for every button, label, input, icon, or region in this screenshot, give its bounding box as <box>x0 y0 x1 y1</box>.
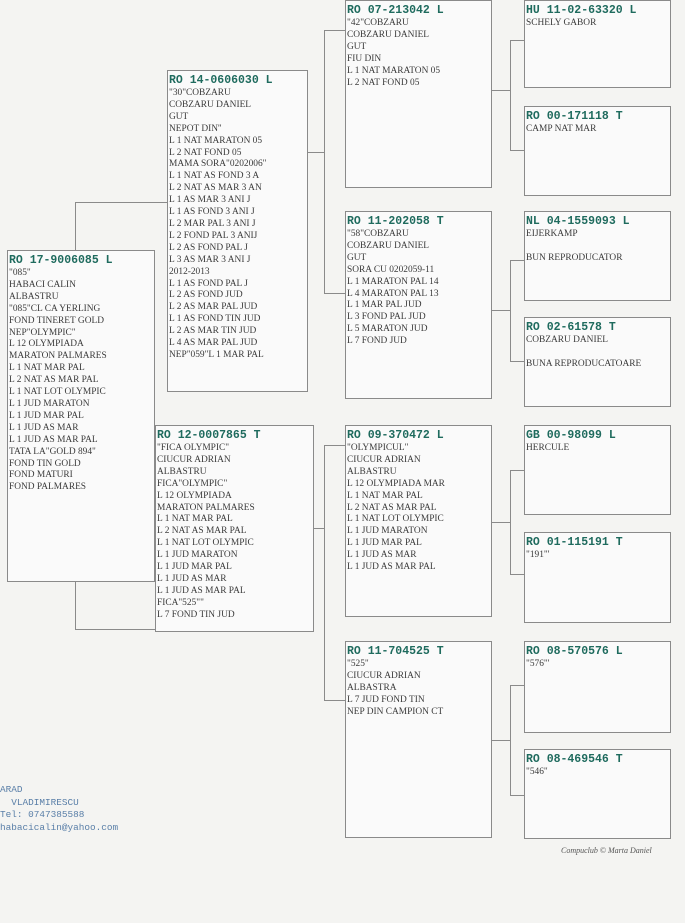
connector-line <box>492 740 510 741</box>
pedigree-line: L 7 FOND JUD <box>347 336 407 347</box>
contact-city: ARAD <box>0 784 23 795</box>
pedigree-line: ALBASTRU <box>157 466 207 477</box>
pedigree-line: L 1 MARATON PAL 14 <box>347 276 439 287</box>
connector-line <box>75 202 76 250</box>
pedigree-line: FICA"525"" <box>157 597 204 608</box>
ring-number: RO 17-9006085 L <box>9 254 113 267</box>
pedigree-line: L 1 JUD AS MAR <box>157 573 227 584</box>
pedigree-line: SORA CU 0202059-11 <box>347 264 435 275</box>
connector-line <box>492 522 510 523</box>
pedigree-line: L 1 NAT LOT OLYMPIC <box>157 538 254 549</box>
ring-number: NL 04-1559093 L <box>526 215 630 228</box>
pedigree-line: L 5 MARATON JUD <box>347 324 428 335</box>
great-grandparent-card <box>524 317 671 407</box>
pedigree-line: FOND TINERET GOLD <box>9 315 104 326</box>
connector-line <box>492 310 510 311</box>
ring-number: RO 11-202058 T <box>347 215 444 228</box>
connector-line <box>510 470 511 574</box>
ring-number: GB 00-98099 L <box>526 429 616 442</box>
pedigree-line: L 1 JUD MARATON <box>9 398 90 409</box>
contact-phone: Tel: 0747385588 <box>0 809 85 820</box>
pedigree-line: L 1 JUD AS MAR <box>347 550 417 561</box>
connector-line <box>510 795 524 796</box>
pedigree-line: L 2 NAT AS MAR PAL <box>347 502 437 513</box>
ring-number: RO 02-61578 T <box>526 321 616 334</box>
ring-number: RO 08-469546 T <box>526 753 623 766</box>
pedigree-line: L 1 NAT MARATON 05 <box>169 135 263 146</box>
pedigree-line: L 1 NAT LOT OLYMPIC <box>9 387 106 398</box>
pedigree-line: FOND PALMARES <box>9 482 87 493</box>
pedigree-line: ALBASTRU <box>347 466 397 477</box>
connector-line <box>510 260 524 261</box>
connector-line <box>324 445 325 700</box>
pedigree-line: CIUCUR ADRIAN <box>157 454 231 465</box>
ring-number: RO 09-370472 L <box>347 429 444 442</box>
great-grandparent-card <box>524 641 671 733</box>
connector-line <box>510 470 524 471</box>
ring-number: HU 11-02-63320 L <box>526 4 637 17</box>
connector-line <box>510 40 511 150</box>
pedigree-line: "576"' <box>526 659 550 669</box>
pedigree-line: ALBASTRU <box>9 291 59 302</box>
pedigree-line: L 1 JUD MAR PAL <box>347 538 422 549</box>
pedigree-line: L 2 NAT AS MAR PAL <box>157 526 247 537</box>
pedigree-line: L 1 JUD AS MAR PAL <box>157 585 246 596</box>
connector-line <box>75 202 167 203</box>
pedigree-line: CIUCUR ADRIAN <box>347 670 421 681</box>
pedigree-line: TATA LA"GOLD 894" <box>9 446 96 457</box>
pedigree-line: MARATON PALMARES <box>9 351 107 362</box>
pedigree-line: L 1 AS FOND 3 ANI J <box>169 207 255 218</box>
pedigree-line: "FICA OLYMPIC" <box>157 443 230 453</box>
pedigree-line: COBZARU DANIEL <box>347 29 430 40</box>
pedigree-line: L 2 NAT FOND 05 <box>347 77 420 88</box>
pedigree-line: L 1 JUD MAR PAL <box>157 562 232 573</box>
pedigree-line: L 1 NAT AS FOND 3 A <box>169 171 260 182</box>
pedigree-line: "525" <box>347 659 369 669</box>
spacer <box>526 241 669 253</box>
pedigree-line: NEPOT DIN'' <box>169 123 222 134</box>
pedigree-line: L 1 JUD MARATON <box>347 526 428 537</box>
contact-email[interactable]: habacicalin@yahoo.com <box>0 821 119 833</box>
pedigree-line: L 12 OLYMPIADA <box>9 339 84 350</box>
connector-line <box>510 150 524 151</box>
pedigree-line: L 2 AS MAR TIN JUD <box>169 326 257 337</box>
dam-sire-card <box>345 425 492 617</box>
contact-locality: VLADIMIRESCU <box>11 796 79 808</box>
pedigree-line: GUT <box>347 252 367 263</box>
pedigree-line: L 1 NAT LOT OLYMPIC <box>347 514 444 525</box>
pedigree-line: CIUCUR ADRIAN <box>347 454 421 465</box>
pedigree-line: L 7 FOND TIN JUD <box>157 609 235 620</box>
ring-number: RO 08-570576 L <box>526 645 623 658</box>
pedigree-line: "085"CL CA YERLING <box>9 303 101 314</box>
great-grandparent-card <box>524 106 671 196</box>
pedigree-line: NEP DIN CAMPION CT <box>347 706 444 717</box>
pedigree-line: L 2 MAR PAL 3 ANI J <box>169 218 256 229</box>
pedigree-line: "191"' <box>526 550 550 560</box>
pedigree-line: L 1 NAT MARATON 05 <box>347 65 441 76</box>
subject-pigeon-card <box>7 250 155 582</box>
pedigree-line: L 1 JUD MAR PAL <box>9 410 84 421</box>
connector-line <box>492 90 510 91</box>
connector-line <box>75 582 76 629</box>
connector-line <box>510 685 511 795</box>
sire-sire-card <box>345 0 492 188</box>
great-grandparent-card <box>524 749 671 839</box>
pedigree-line: L 2 FOND PAL 3 ANIJ <box>169 230 258 241</box>
pedigree-line: FOND MATURI <box>9 470 73 481</box>
pedigree-line: L 2 AS FOND PAL J <box>169 242 248 253</box>
great-grandparent-card <box>524 532 671 623</box>
dam-card <box>155 425 314 632</box>
pedigree-line: BUN REPRODUCATOR <box>526 252 623 263</box>
pedigree-line: L 2 NAT FOND 05 <box>169 147 242 158</box>
connector-line <box>510 40 524 41</box>
pedigree-line: L 1 NAT MAR PAL <box>157 514 233 525</box>
ring-number: RO 14-0606030 L <box>169 74 273 87</box>
pedigree-line: HERCULE <box>526 443 570 453</box>
pedigree-line: L 1 NAT MAR PAL <box>347 490 423 501</box>
ring-number: RO 11-704525 T <box>347 645 444 658</box>
pedigree-line: NEP"059"L 1 MAR PAL <box>169 349 264 360</box>
pedigree-line: FIU DIN <box>347 53 382 64</box>
pedigree-line: L 1 AS FOND PAL J <box>169 278 248 289</box>
connector-line <box>510 260 511 361</box>
pedigree-line: BUNA REPRODUCATOARE <box>526 358 642 369</box>
pedigree-line: L 4 MARATON PAL 13 <box>347 288 439 299</box>
pedigree-line: L 2 AS FOND JUD <box>169 290 243 301</box>
pedigree-line: 2012-2013 <box>169 266 210 277</box>
pedigree-line: MARATON PALMARES <box>157 502 255 513</box>
connector-line <box>75 629 167 630</box>
pedigree-line: L 1 JUD MARATON <box>157 550 238 561</box>
pedigree-line: "30"COBZARU <box>169 88 231 98</box>
connector-line <box>308 152 324 153</box>
pedigree-line: HABACI CALIN <box>9 279 76 290</box>
pedigree-line: L 4 AS MAR PAL JUD <box>169 338 258 349</box>
pedigree-line: L 2 NAT AS MAR 3 AN <box>169 183 262 194</box>
pedigree-line: COBZARU DANIEL <box>526 335 609 345</box>
ring-number: RO 01-115191 T <box>526 536 623 549</box>
connector-line <box>510 685 524 686</box>
pedigree-line: CAMP NAT MAR <box>526 124 597 134</box>
pedigree-line: L 12 OLYMPIADA MAR <box>347 478 445 489</box>
pedigree-line: L 1 NAT MAR PAL <box>9 363 85 374</box>
dam-dam-card <box>345 641 492 838</box>
breeder-contact <box>0 784 118 834</box>
connector-line <box>510 361 524 362</box>
pedigree-line: L 1 AS FOND TIN JUD <box>169 314 261 325</box>
ring-number: RO 07-213042 L <box>347 4 444 17</box>
footer-credit: Compuclub © Marta Daniel <box>561 846 652 855</box>
sire-card <box>167 70 308 392</box>
pedigree-line: "085" <box>9 268 31 278</box>
pedigree-line: SCHELY GABOR <box>526 18 597 28</box>
pedigree-line: L 2 NAT AS MAR PAL <box>9 375 99 386</box>
pedigree-line: L 1 JUD AS MAR PAL <box>9 434 98 445</box>
pedigree-line: FOND TIN GOLD <box>9 458 81 469</box>
pedigree-line: FICA"OLYMPIC" <box>157 478 228 489</box>
connector-line <box>324 700 345 701</box>
pedigree-line: GUT <box>347 41 367 52</box>
spacer <box>526 347 669 359</box>
pedigree-line: GUT <box>169 111 189 122</box>
connector-line <box>510 574 524 575</box>
pedigree-line: L 12 OLYMPIADA <box>157 490 232 501</box>
pedigree-line: NEP"OLYMPIC" <box>9 327 76 338</box>
pedigree-line: L 1 JUD AS MAR <box>9 422 79 433</box>
pedigree-line: "OLYMPICUL" <box>347 443 409 453</box>
connector-line <box>324 293 345 294</box>
pedigree-line: L 1 AS MAR 3 ANI J <box>169 195 251 206</box>
great-grandparent-card <box>524 425 671 515</box>
pedigree-line: "58"COBZARU <box>347 229 409 239</box>
ring-number: RO 00-171118 T <box>526 110 623 123</box>
pedigree-line: L 1 JUD AS MAR PAL <box>347 562 436 573</box>
pedigree-line: EIJERKAMP <box>526 229 578 239</box>
pedigree-line: COBZARU DANIEL <box>169 99 252 110</box>
pedigree-line: L 7 JUD FOND TIN <box>347 694 425 705</box>
great-grandparent-card <box>524 211 671 301</box>
great-grandparent-card <box>524 0 671 88</box>
connector-line <box>324 445 345 446</box>
ring-number: RO 12-0007865 T <box>157 429 261 442</box>
pedigree-line: L 3 FOND PAL JUD <box>347 312 426 323</box>
pedigree-line: COBZARU DANIEL <box>347 240 430 251</box>
sire-dam-card <box>345 211 492 399</box>
connector-line <box>324 30 345 31</box>
pedigree-line: ALBASTRA <box>347 682 397 693</box>
pedigree-line: "546" <box>526 767 548 777</box>
pedigree-line: L 2 AS MAR PAL JUD <box>169 302 258 313</box>
connector-line <box>324 30 325 293</box>
pedigree-line: MAMA SORA"0202006" <box>169 159 267 170</box>
pedigree-line: L 1 MAR PAL JUD <box>347 300 422 311</box>
pedigree-line: "42"COBZARU <box>347 18 409 28</box>
pedigree-line: L 3 AS MAR 3 ANI J <box>169 254 251 265</box>
